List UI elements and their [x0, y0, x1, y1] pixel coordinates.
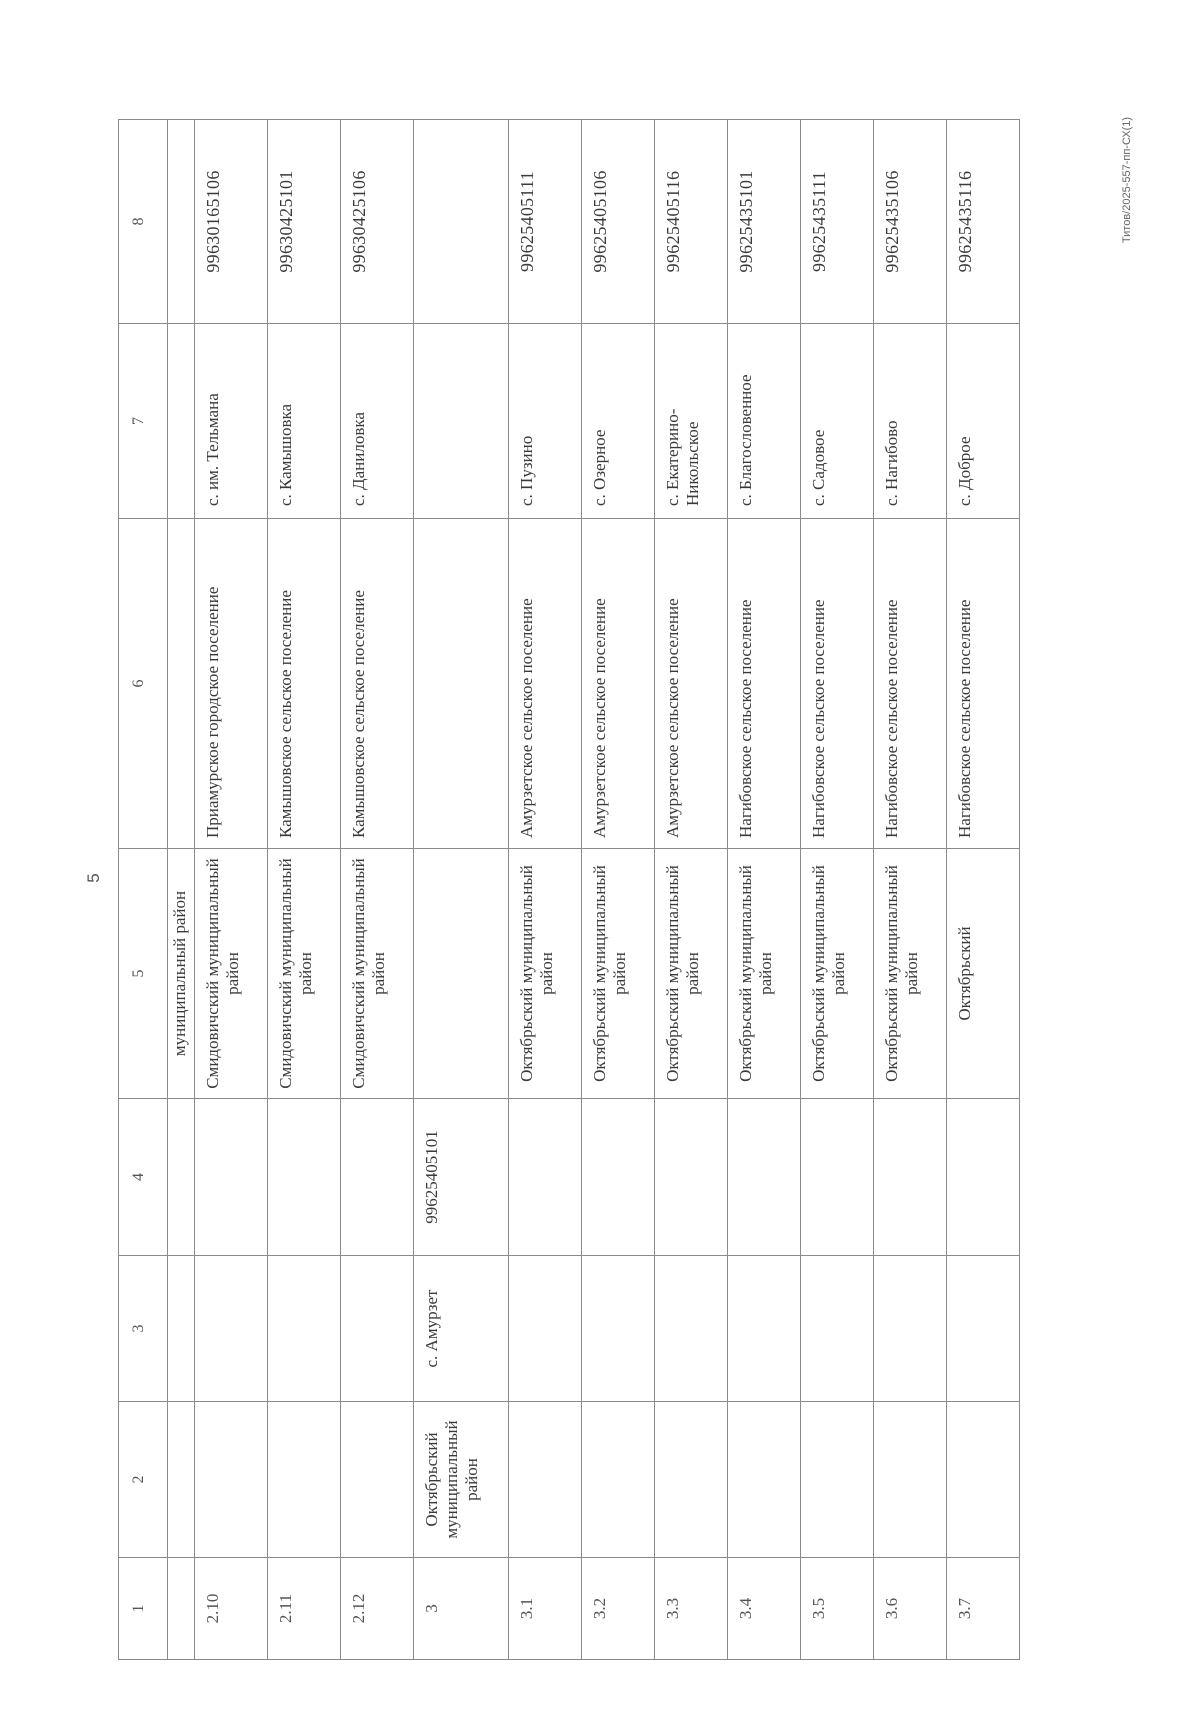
table-row	[509, 120, 582, 1660]
cell-center-code	[582, 1099, 655, 1256]
cell-center	[874, 1256, 947, 1402]
cell-code: 99625435116	[947, 120, 1020, 324]
page-number: 5	[84, 873, 103, 883]
cell-center-code	[195, 1099, 268, 1256]
cell-code: 99630425101	[268, 120, 341, 324]
cell-locality: с. Екатерино-Никольское	[655, 324, 728, 519]
col-header-8: 8	[119, 120, 168, 324]
cell-number: 2.11	[268, 1558, 341, 1660]
table-row	[655, 120, 728, 1660]
cell-center	[168, 1256, 195, 1402]
cell-municipality: Октябрьский муниципальный район	[509, 849, 582, 1099]
cell-code: 99630425106	[341, 120, 414, 324]
cell-district: Октябрьский муниципальный район	[414, 1402, 509, 1558]
cell-center-code	[509, 1099, 582, 1256]
col-header-5: 5	[119, 849, 168, 1099]
cell-number: 3.6	[874, 1558, 947, 1660]
cell-district	[168, 1402, 195, 1558]
cell-locality	[414, 324, 509, 519]
cell-center	[728, 1256, 801, 1402]
cell-locality: с. Доброе	[947, 324, 1020, 519]
cell-municipality: Октябрьский муниципальный район	[801, 849, 874, 1099]
cell-number: 3.2	[582, 1558, 655, 1660]
table-row	[801, 120, 874, 1660]
cell-center	[341, 1256, 414, 1402]
cell-settlement: Амурзетское сельское поселение	[655, 519, 728, 849]
cell-center-code	[947, 1099, 1020, 1256]
cell-code: 99625435111	[801, 120, 874, 324]
cell-number: 3.1	[509, 1558, 582, 1660]
cell-center-code	[801, 1099, 874, 1256]
cell-municipality: муниципальный район	[168, 849, 195, 1099]
header-row	[119, 120, 168, 1660]
document-id: Титов/2025-557-пп-СХ(1)	[1121, 116, 1133, 244]
cell-number	[168, 1558, 195, 1660]
cell-center-code	[655, 1099, 728, 1256]
cell-settlement: Амурзетское сельское поселение	[582, 519, 655, 849]
cell-municipality	[414, 849, 509, 1099]
cell-municipality: Смидовичский муниципальный район	[268, 849, 341, 1099]
cell-locality: с. Нагибово	[874, 324, 947, 519]
cell-center	[655, 1256, 728, 1402]
cell-code: 99625435106	[874, 120, 947, 324]
cell-municipality: Октябрьский муниципальный район	[582, 849, 655, 1099]
cell-settlement: Камышовское сельское поселение	[341, 519, 414, 849]
cell-settlement	[414, 519, 509, 849]
cell-municipality: Смидовичский муниципальный район	[195, 849, 268, 1099]
col-header-6: 6	[119, 519, 168, 849]
cell-code: 99625405106	[582, 120, 655, 324]
cell-district	[728, 1402, 801, 1558]
cell-municipality: Октябрьский муниципальный район	[874, 849, 947, 1099]
cell-center: с. Амурзет	[414, 1256, 509, 1402]
cell-code	[414, 120, 509, 324]
rotated-table-wrapper	[118, 120, 1048, 1660]
cell-number: 2.10	[195, 1558, 268, 1660]
cell-center	[268, 1256, 341, 1402]
cell-settlement: Камышовское сельское поселение	[268, 519, 341, 849]
cell-locality: с. Даниловка	[341, 324, 414, 519]
table-row	[414, 120, 509, 1660]
cell-center	[509, 1256, 582, 1402]
col-header-2: 2	[119, 1402, 168, 1558]
cell-number: 3.5	[801, 1558, 874, 1660]
cell-settlement	[168, 519, 195, 849]
cell-number: 3.7	[947, 1558, 1020, 1660]
cell-locality: с. им. Тельмана	[195, 324, 268, 519]
table-row	[341, 120, 414, 1660]
cell-number: 3.4	[728, 1558, 801, 1660]
cell-district	[582, 1402, 655, 1558]
cell-district	[268, 1402, 341, 1558]
cell-settlement: Нагибовское сельское поселение	[874, 519, 947, 849]
cell-center-code	[874, 1099, 947, 1256]
cell-center	[801, 1256, 874, 1402]
cell-district	[801, 1402, 874, 1558]
cell-district	[947, 1402, 1020, 1558]
cell-number: 3	[414, 1558, 509, 1660]
table-row	[728, 120, 801, 1660]
cell-center-code	[268, 1099, 341, 1256]
cell-code: 99630165106	[195, 120, 268, 324]
col-header-7: 7	[119, 324, 168, 519]
cell-locality: с. Садовое	[801, 324, 874, 519]
cell-center	[947, 1256, 1020, 1402]
cell-settlement: Нагибовское сельское поселение	[947, 519, 1020, 849]
cell-center-code	[341, 1099, 414, 1256]
col-header-4: 4	[119, 1099, 168, 1256]
table-row	[195, 120, 268, 1660]
col-header-1: 1	[119, 1558, 168, 1660]
table-row	[874, 120, 947, 1660]
table-row	[947, 120, 1020, 1660]
table-row	[268, 120, 341, 1660]
cell-settlement: Амурзетское сельское поселение	[509, 519, 582, 849]
cell-center-code	[728, 1099, 801, 1256]
cell-settlement: Приамурское городское поселение	[195, 519, 268, 849]
data-table	[118, 119, 1020, 1660]
cell-district	[195, 1402, 268, 1558]
cell-municipality: Октябрьский муниципальный район	[728, 849, 801, 1099]
cell-district	[509, 1402, 582, 1558]
cell-locality: с. Благословенное	[728, 324, 801, 519]
cell-center-code: 99625405101	[414, 1099, 509, 1256]
cell-number: 3.3	[655, 1558, 728, 1660]
table-stage	[118, 120, 1048, 1660]
cell-center	[582, 1256, 655, 1402]
cell-municipality: Октябрьский	[947, 849, 1020, 1099]
cell-locality: с. Пузино	[509, 324, 582, 519]
cell-locality: с. Озерное	[582, 324, 655, 519]
cell-center	[195, 1256, 268, 1402]
cell-code: 99625435101	[728, 120, 801, 324]
col-header-3: 3	[119, 1256, 168, 1402]
table-row	[582, 120, 655, 1660]
cell-code	[168, 120, 195, 324]
cell-settlement: Нагибовское сельское поселение	[801, 519, 874, 849]
cell-municipality: Смидовичский муниципальный район	[341, 849, 414, 1099]
cell-center-code	[168, 1099, 195, 1256]
cell-municipality: Октябрьский муниципальный район	[655, 849, 728, 1099]
cell-code: 99625405116	[655, 120, 728, 324]
cell-code: 99625405111	[509, 120, 582, 324]
cell-settlement: Нагибовское сельское поселение	[728, 519, 801, 849]
cell-district	[341, 1402, 414, 1558]
cell-locality	[168, 324, 195, 519]
table-row	[168, 120, 195, 1660]
cell-district	[874, 1402, 947, 1558]
cell-district	[655, 1402, 728, 1558]
cell-number: 2.12	[341, 1558, 414, 1660]
cell-locality: с. Камышовка	[268, 324, 341, 519]
